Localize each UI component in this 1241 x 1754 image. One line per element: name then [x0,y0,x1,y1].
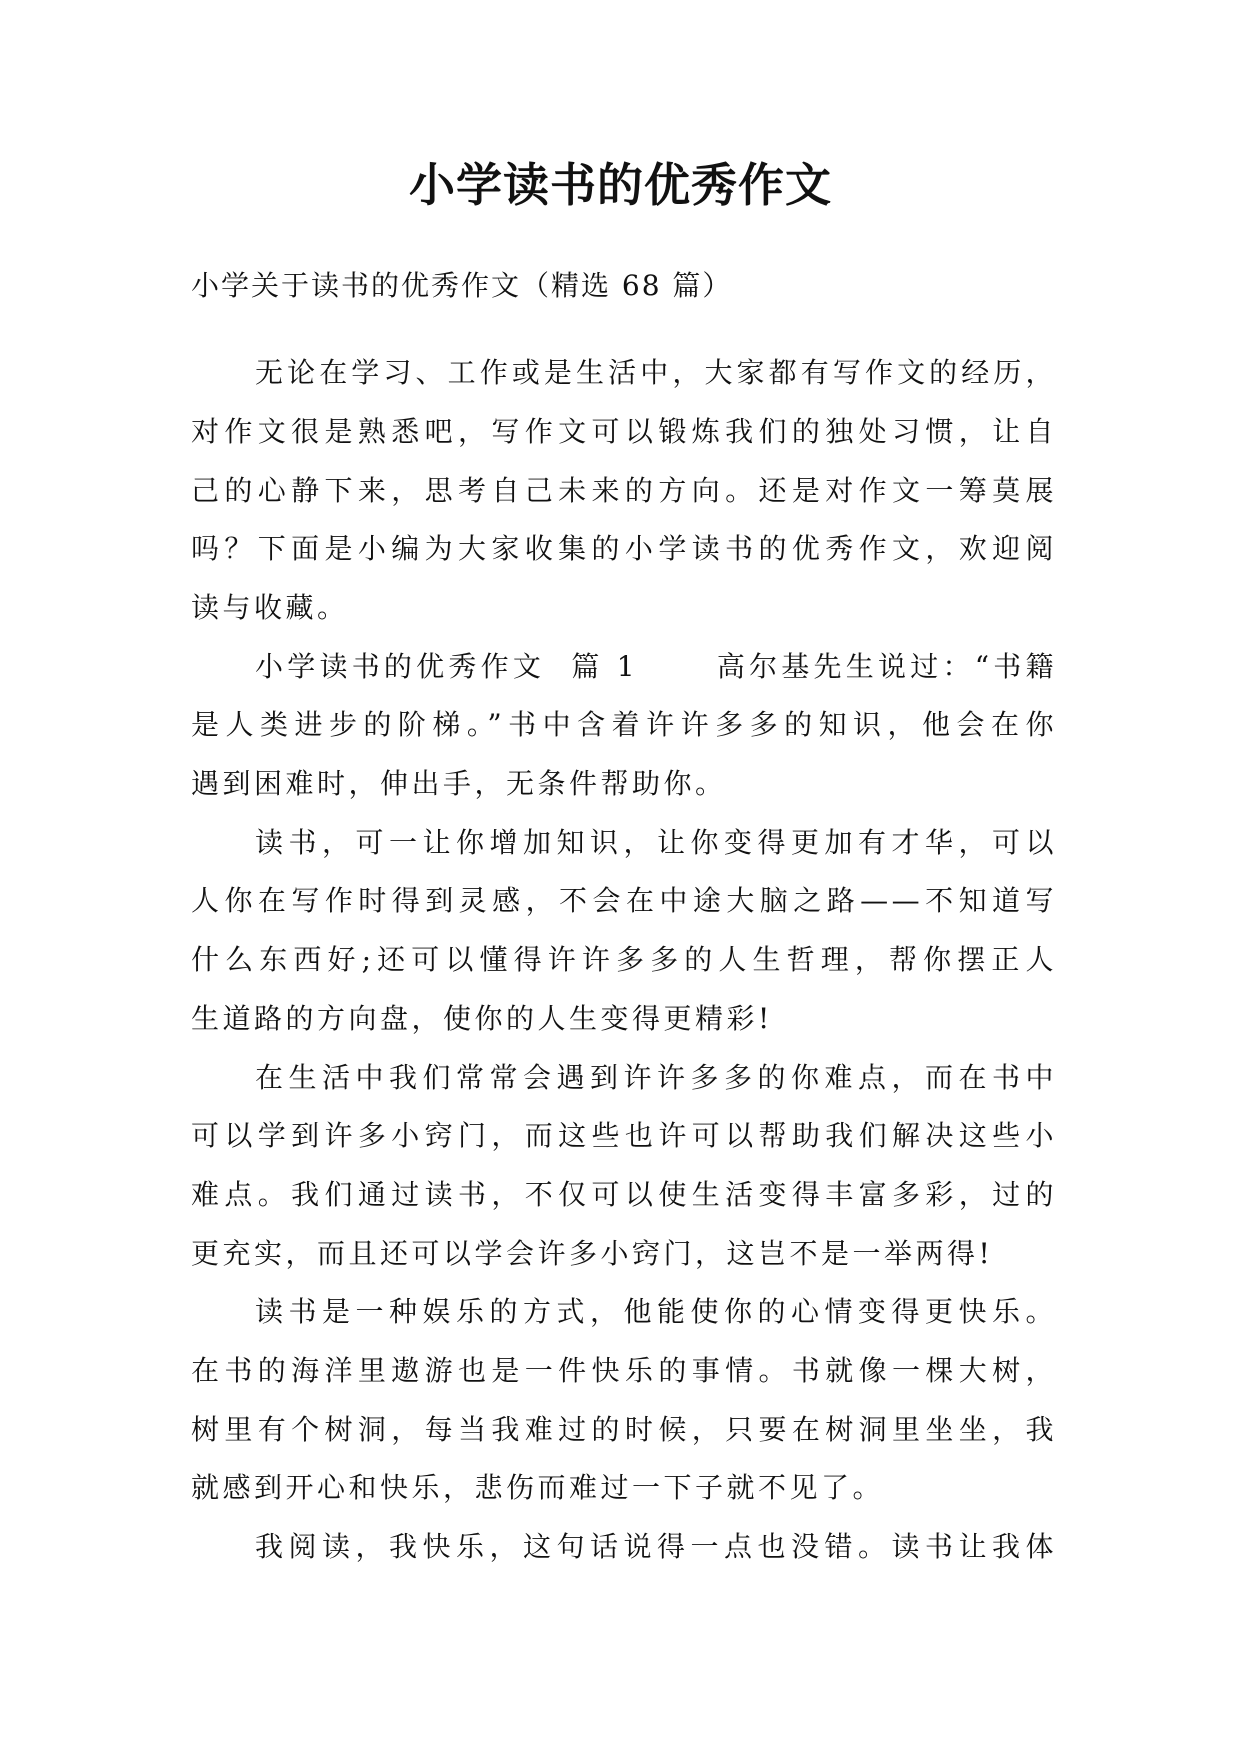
paragraph-line: 遇到困难时，伸出手，无条件帮助你。 [191,767,727,801]
paragraph-line: 无论在学习、工作或是生活中，大家都有写作文的经历， [255,356,1057,390]
paragraph-line: 更充实，而且还可以学会许多小窍门，这岂不是一举两得! [191,1236,994,1270]
paragraph-line: 难点。我们通过读书，不仅可以使生活变得丰富多彩，过的 [191,1177,1057,1211]
paragraph [191,814,1057,1049]
paragraph-line: 吗？下面是小编为大家收集的小学读书的优秀作文，欢迎阅 [191,532,1057,566]
paragraph-line: 生道路的方向盘，使你的人生变得更精彩! [191,1001,773,1035]
paragraph-line: 己的心静下来，思考自己未来的方向。还是对作文一筹莫展 [191,473,1057,507]
paragraph-line: 树里有个树洞，每当我难过的时候，只要在树洞里坐坐，我 [191,1412,1057,1446]
document-subtitle: 小学关于读书的优秀作文（精选 68 篇） [191,269,733,302]
paragraph [191,1518,1057,1577]
paragraph-line: 对作文很是熟悉吧，写作文可以锻炼我们的独处习惯，让自 [191,414,1057,448]
paragraph-line: 就感到开心和快乐，悲伤而难过一下子就不见了。 [191,1471,885,1505]
document-title: 小学读书的优秀作文 [409,158,832,212]
paragraph-intro [191,344,1057,637]
paragraph [191,1049,1057,1284]
paragraph-essay-1-opening [191,638,1057,814]
paragraph-line: 读书，可一让你增加知识，让你变得更加有才华，可以 [255,825,1057,859]
paragraph [191,1283,1057,1518]
paragraph-line: 读与收藏。 [191,591,349,625]
paragraph-line: 我阅读，我快乐，这句话说得一点也没错。读书让我体 [255,1530,1057,1564]
document-body [191,257,1057,1577]
paragraph-line: 是人类进步的阶梯。”书中含着许许多多的知识，他会在你 [191,708,1057,742]
paragraph-line: 在生活中我们常常会遇到许许多多的你难点，而在书中 [255,1060,1057,1094]
paragraph-line: 什么东西好;还可以懂得许许多多的人生哲理，帮你摆正人 [191,943,1057,977]
paragraph-line: 在书的海洋里遨游也是一件快乐的事情。书就像一棵大树， [191,1353,1057,1387]
paragraph-line: 人你在写作时得到灵感，不会在中途大脑之路——不知道写 [191,884,1057,918]
paragraph-line: 读书是一种娱乐的方式，他能使你的心情变得更快乐。 [255,1295,1057,1329]
paragraph-line: 可以学到许多小窍门，而这些也许可以帮助我们解决这些小 [191,1119,1057,1153]
paragraph-line: 小学读书的优秀作文 篇 1 高尔基先生说过：“书籍 [255,649,1057,683]
